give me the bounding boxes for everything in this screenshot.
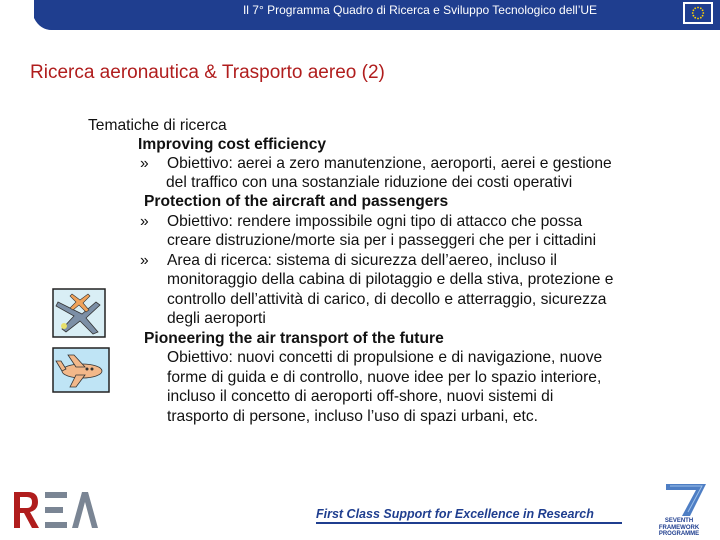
intro-heading: Tematiche di ricerca: [88, 117, 227, 134]
rea-logo: [12, 488, 100, 530]
body-text: Obiettivo: nuovi concetti di propulsione e di navigazione, nuove: [167, 349, 603, 366]
bullet-text-cont: controllo dell’attività di carico, di decollo e atterraggio, sicurezza: [167, 291, 607, 308]
bullet-marker: »: [140, 155, 149, 172]
body-text: incluso il concetto di aeroporti off-shore, nuovi sistemi di: [167, 388, 554, 405]
bullet-text: Area di ricerca: sistema di sicurezza dell’aereo, incluso il: [167, 252, 558, 269]
bullet-text-cont: monitoraggio della cabina di pilotaggio e della stiva, protezione e: [167, 271, 614, 288]
footer-rule: [316, 522, 622, 524]
footer-slogan: First Class Support for Excellence in Research: [316, 507, 594, 521]
bullet-text: Obiettivo: rendere impossibile ogni tipo di attacco che possa: [167, 213, 583, 230]
bullet-text-cont: creare distruzione/morte sia per i passeggeri che per i cittadini: [167, 232, 597, 249]
body-text: forme di guida e di controllo, nuove idee per lo spazio interiore,: [167, 369, 602, 386]
section-heading-future: Pioneering the air transport of the future: [144, 330, 444, 347]
fp7-label: [646, 518, 712, 538]
bullet-marker: »: [140, 213, 149, 230]
airplane-clipart-icon: [52, 347, 110, 393]
header-title: Il 7° Programma Quadro di Ricerca e Sviluppo Tecnologico dell’UE: [242, 3, 598, 17]
bullet-text-cont: del traffico con una sostanziale riduzione dei costi operativi: [166, 174, 573, 191]
bullet-text: Obiettivo: aerei a zero manutenzione, aeroporti, aerei e gestione: [167, 155, 612, 172]
bullet-marker: »: [140, 252, 149, 269]
section-heading-protection: Protection of the aircraft and passengers: [144, 193, 449, 210]
body-text: trasporto di persone, incluso l’uso di spazi urbani, etc.: [167, 408, 538, 425]
airplanes-clipart-icon: [52, 288, 106, 338]
fp7-label-line: PROGRAMME: [658, 531, 700, 537]
section-heading-cost: Improving cost efficiency: [138, 136, 327, 153]
fp7-label-line: SEVENTH FRAMEWORK: [658, 518, 700, 531]
bullet-text-cont: degli aeroporti: [167, 310, 266, 327]
slide-title: Ricerca aeronautica & Trasporto aereo (2): [30, 62, 385, 83]
